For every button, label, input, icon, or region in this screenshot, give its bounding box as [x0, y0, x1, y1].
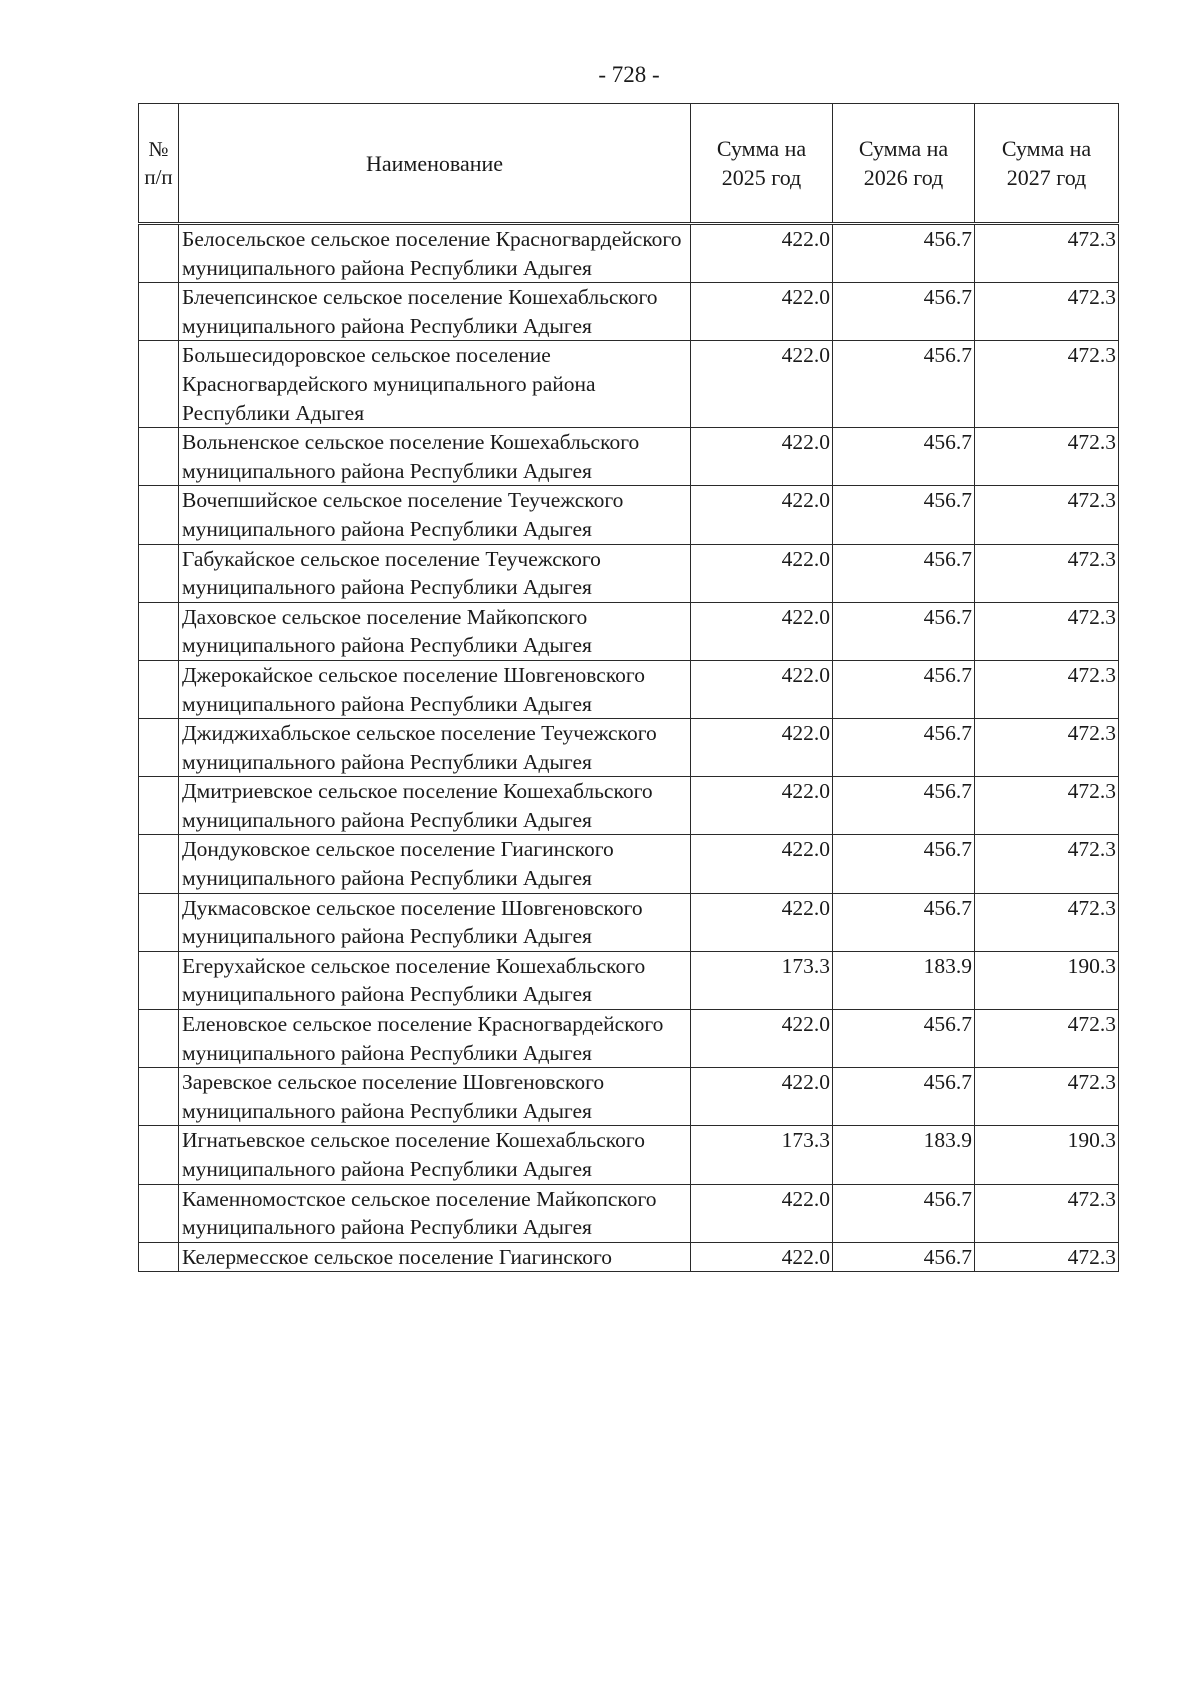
- page-number: - 728 -: [598, 62, 660, 87]
- amount-2026-cell: 456.7: [833, 283, 975, 341]
- amount-2025-cell: 422.0: [691, 544, 833, 602]
- amount-2026-cell: 456.7: [833, 777, 975, 835]
- settlement-name-cell: Дондуковское сельское поселение Гиагинского муниципального района Республики Адыгея: [179, 835, 691, 893]
- amount-2027-cell: 472.3: [975, 835, 1119, 893]
- settlement-name-cell: Заревское сельское поселение Шовгеновского муниципального района Республики Адыгея: [179, 1068, 691, 1126]
- amount-2027-cell: 472.3: [975, 1184, 1119, 1242]
- amount-2027-cell: 472.3: [975, 1242, 1119, 1272]
- row-number-cell: [139, 893, 179, 951]
- settlement-name-cell: Дукмасовское сельское поселение Шовгеновского муниципального района Республики Адыгея: [179, 893, 691, 951]
- settlement-name-cell: Каменномостское сельское поселение Майкопского муниципального района Республики Адыгея: [179, 1184, 691, 1242]
- table-row: [139, 428, 1119, 486]
- table-row: [139, 777, 1119, 835]
- table-row: [139, 1184, 1119, 1242]
- amount-2025-cell: 422.0: [691, 486, 833, 544]
- table-header-row: [139, 104, 1119, 224]
- amount-2027-cell: 472.3: [975, 1068, 1119, 1126]
- table-row: [139, 660, 1119, 718]
- header-number: № п/п: [139, 104, 179, 224]
- amount-2026-cell: 456.7: [833, 341, 975, 428]
- table-row: [139, 341, 1119, 428]
- amount-2025-cell: 422.0: [691, 1068, 833, 1126]
- table-row: [139, 1126, 1119, 1184]
- amount-2027-cell: 472.3: [975, 893, 1119, 951]
- table-row: [139, 602, 1119, 660]
- table-row: [139, 1242, 1119, 1272]
- amount-2027-cell: 190.3: [975, 951, 1119, 1009]
- amount-2027-cell: 472.3: [975, 283, 1119, 341]
- amount-2025-cell: 173.3: [691, 951, 833, 1009]
- amount-2026-cell: 183.9: [833, 951, 975, 1009]
- row-number-cell: [139, 544, 179, 602]
- row-number-cell: [139, 428, 179, 486]
- amount-2027-cell: 472.3: [975, 544, 1119, 602]
- amount-2026-cell: 456.7: [833, 1242, 975, 1272]
- amount-2025-cell: 422.0: [691, 893, 833, 951]
- settlement-name-cell: Еленовское сельское поселение Красногвардейского муниципального района Республики Адыгея: [179, 1010, 691, 1068]
- amount-2025-cell: 422.0: [691, 777, 833, 835]
- amount-2026-cell: 456.7: [833, 1010, 975, 1068]
- amount-2025-cell: 422.0: [691, 1010, 833, 1068]
- amount-2026-cell: 183.9: [833, 1126, 975, 1184]
- amount-2025-cell: 422.0: [691, 835, 833, 893]
- table-body: [139, 224, 1119, 1272]
- allocation-table: [138, 103, 1119, 1272]
- header-2025: Сумма на 2025 год: [691, 104, 833, 224]
- amount-2025-cell: 422.0: [691, 341, 833, 428]
- row-number-cell: [139, 951, 179, 1009]
- amount-2025-cell: 422.0: [691, 283, 833, 341]
- settlement-name-cell: Джиджихабльское сельское поселение Теучежского муниципального района Республики Адыгея: [179, 719, 691, 777]
- amount-2026-cell: 456.7: [833, 893, 975, 951]
- header-name: Наименование: [179, 104, 691, 224]
- amount-2026-cell: 456.7: [833, 428, 975, 486]
- row-number-cell: [139, 602, 179, 660]
- amount-2026-cell: 456.7: [833, 835, 975, 893]
- table-row: [139, 893, 1119, 951]
- table-row: [139, 283, 1119, 341]
- settlement-name-cell: Вольненское сельское поселение Кошехабльского муниципального района Республики Адыгея: [179, 428, 691, 486]
- amount-2025-cell: 422.0: [691, 719, 833, 777]
- table-row: [139, 224, 1119, 283]
- amount-2027-cell: 472.3: [975, 660, 1119, 718]
- table-row: [139, 951, 1119, 1009]
- amount-2027-cell: 472.3: [975, 1010, 1119, 1068]
- amount-2026-cell: 456.7: [833, 1184, 975, 1242]
- settlement-name-cell: Белосельское сельское поселение Красногвардейского муниципального района Республики Адыгея: [179, 224, 691, 283]
- amount-2027-cell: 472.3: [975, 719, 1119, 777]
- amount-2025-cell: 173.3: [691, 1126, 833, 1184]
- amount-2026-cell: 456.7: [833, 1068, 975, 1126]
- row-number-cell: [139, 660, 179, 718]
- table-row: [139, 1068, 1119, 1126]
- amount-2026-cell: 456.7: [833, 602, 975, 660]
- table-row: [139, 719, 1119, 777]
- amount-2027-cell: 472.3: [975, 777, 1119, 835]
- settlement-name-cell: Дмитриевское сельское поселение Кошехабльского муниципального района Республики Адыгея: [179, 777, 691, 835]
- amount-2027-cell: 472.3: [975, 341, 1119, 428]
- settlement-name-cell: Егерухайское сельское поселение Кошехабльского муниципального района Республики Адыгея: [179, 951, 691, 1009]
- amount-2025-cell: 422.0: [691, 660, 833, 718]
- settlement-name-cell: Габукайское сельское поселение Теучежского муниципального района Республики Адыгея: [179, 544, 691, 602]
- table-row: [139, 1010, 1119, 1068]
- amount-2027-cell: 472.3: [975, 602, 1119, 660]
- row-number-cell: [139, 486, 179, 544]
- row-number-cell: [139, 341, 179, 428]
- amount-2027-cell: 472.3: [975, 428, 1119, 486]
- settlement-name-cell: Игнатьевское сельское поселение Кошехабльского муниципального района Республики Адыгея: [179, 1126, 691, 1184]
- amount-2026-cell: 456.7: [833, 224, 975, 283]
- table-row: [139, 835, 1119, 893]
- amount-2026-cell: 456.7: [833, 544, 975, 602]
- amount-2027-cell: 472.3: [975, 486, 1119, 544]
- row-number-cell: [139, 1242, 179, 1272]
- settlement-name-cell: Блечепсинское сельское поселение Кошехабльского муниципального района Республики Адыгея: [179, 283, 691, 341]
- row-number-cell: [139, 835, 179, 893]
- settlement-name-cell: Келермесское сельское поселение Гиагинского: [179, 1242, 691, 1272]
- row-number-cell: [139, 1184, 179, 1242]
- row-number-cell: [139, 777, 179, 835]
- amount-2026-cell: 456.7: [833, 719, 975, 777]
- amount-2027-cell: 190.3: [975, 1126, 1119, 1184]
- settlement-name-cell: Даховское сельское поселение Майкопского муниципального района Республики Адыгея: [179, 602, 691, 660]
- row-number-cell: [139, 224, 179, 283]
- header-2027: Сумма на 2027 год: [975, 104, 1119, 224]
- amount-2026-cell: 456.7: [833, 486, 975, 544]
- table-row: [139, 544, 1119, 602]
- amount-2027-cell: 472.3: [975, 224, 1119, 283]
- row-number-cell: [139, 1126, 179, 1184]
- settlement-name-cell: Большесидоровское сельское поселение Красногвардейского муниципального района Республики Адыгея: [179, 341, 691, 428]
- row-number-cell: [139, 719, 179, 777]
- row-number-cell: [139, 1010, 179, 1068]
- row-number-cell: [139, 1068, 179, 1126]
- amount-2025-cell: 422.0: [691, 428, 833, 486]
- row-number-cell: [139, 283, 179, 341]
- amount-2025-cell: 422.0: [691, 602, 833, 660]
- amount-2025-cell: 422.0: [691, 1242, 833, 1272]
- settlement-name-cell: Вочепшийское сельское поселение Теучежского муниципального района Республики Адыгея: [179, 486, 691, 544]
- header-2026: Сумма на 2026 год: [833, 104, 975, 224]
- amount-2025-cell: 422.0: [691, 1184, 833, 1242]
- table-row: [139, 486, 1119, 544]
- amount-2025-cell: 422.0: [691, 224, 833, 283]
- settlement-name-cell: Джерокайское сельское поселение Шовгеновского муниципального района Республики Адыгея: [179, 660, 691, 718]
- amount-2026-cell: 456.7: [833, 660, 975, 718]
